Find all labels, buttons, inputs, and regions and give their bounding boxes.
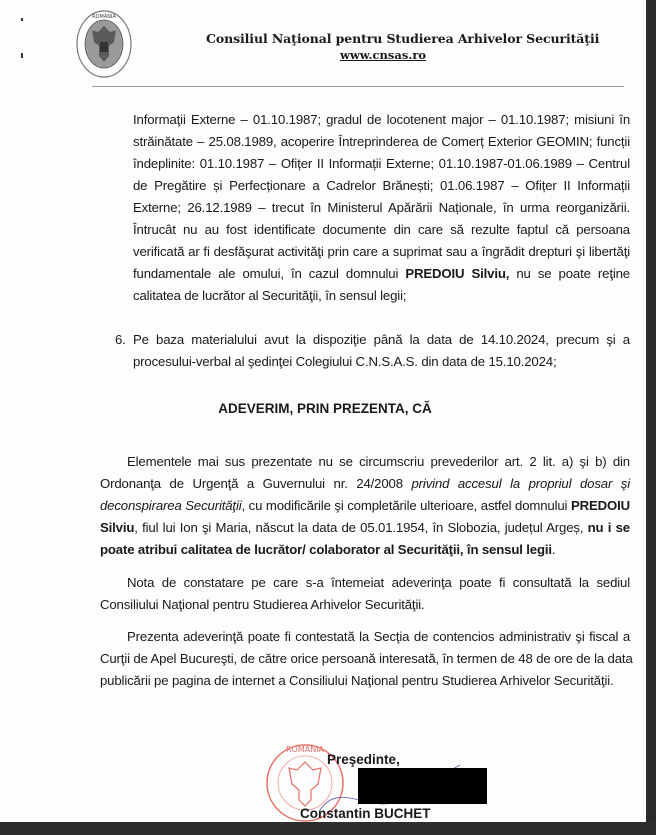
text-segment: Ordonanţa de Urgenţă a Guvernului nr. 24/2008 <box>100 476 412 491</box>
text-segment: . <box>551 542 556 557</box>
text-segment: deconspirarea Securităţii <box>100 498 242 513</box>
text-line <box>127 454 630 469</box>
header-divider <box>92 86 624 87</box>
text-line <box>133 112 630 127</box>
text-line <box>133 134 630 149</box>
text-line <box>133 222 630 237</box>
scan-speck <box>21 53 23 58</box>
text-line <box>127 629 630 644</box>
text-line <box>133 178 630 193</box>
text-segment: Elementele mai sus prezentate nu se circumscriu prevederilor art. 2 lit. a) şi b) din <box>127 454 630 469</box>
text-segment: străinătate – 25.08.1989, acoperire Întreprinderea de Comerț Exterior GEOMIN; funcții <box>133 134 630 149</box>
text-segment: Silviu <box>100 520 135 535</box>
text-segment: nu i se <box>587 520 630 535</box>
text-segment: Prezenta adeverinţă poate fi contestată la Secţia de contencios administrativ şi fiscal a <box>127 629 630 644</box>
text-line <box>100 597 630 612</box>
text-segment: publicării pe pagina de internet a Consiliului Naţional pentru Studierea Arhivelor Securităţii. <box>100 673 614 688</box>
text-segment: 6. Pe baza materialului avut la dispoziţie până la data de 14.10.2024, precum şi a <box>115 332 630 347</box>
text-segment: procesului-verbal al şedinţei Colegiului C.N.S.A.S. din data de 15.10.2024; <box>133 354 557 369</box>
text-line <box>100 673 630 688</box>
text-line <box>133 200 630 215</box>
signatory-title: Preşedinte, <box>327 752 400 767</box>
text-segment: poate atribui calitatea de lucrător/ colaborator al Securităţii, în sensul legii <box>100 542 552 557</box>
institution-website-link[interactable]: www.cnsas.ro <box>340 48 427 62</box>
text-line <box>100 651 633 666</box>
cnsas-logo-seal <box>76 10 132 78</box>
text-segment: de Pregătire și Perfecționare a Cadrelor Brănești; 01.06.1987 – Ofițer II Informații <box>133 178 630 193</box>
text-segment: Consiliului Naţional pentru Studierea Arhivelor Securităţii. <box>100 597 425 612</box>
text-line <box>133 156 630 171</box>
text-segment: , fiul lui Ion şi Maria, născut la data de 05.01.1954, în Slobozia, județul Argeș, <box>134 520 588 535</box>
text-segment: Externe; 26.12.1989 – trecut în Ministerul Apărării Naționale, în urma reorganizării. <box>133 200 630 215</box>
text-segment: nu se poate reţine <box>509 266 630 281</box>
text-line <box>100 520 630 535</box>
text-line <box>100 542 630 557</box>
svg-text:ROMÂNIA: ROMÂNIA <box>285 745 325 754</box>
text-line <box>133 354 630 369</box>
text-line <box>133 244 630 259</box>
redacted-signature <box>358 768 487 804</box>
text-line <box>127 575 630 590</box>
text-segment: Curţii de Apel Bucureşti, de către orice persoană interesată, în termen de 48 de ore de la data <box>100 651 633 666</box>
certification-heading: ADEVERIM, PRIN PREZENTA, CĂ <box>218 401 432 416</box>
signatory-name: Constantin BUCHET <box>300 806 431 821</box>
text-segment: îndeplinite: 01.10.1987 – Ofițer II Informații Externe; 01.10.1987-01.06.1989 – Centrul <box>133 156 630 171</box>
text-segment: fundamentale ale omului, în cazul domnului <box>133 266 406 281</box>
text-segment: Informaţii Externe – 01.10.1987; gradul de locotenent major – 01.10.1987; misiuni în <box>133 112 630 127</box>
text-segment: Nota de constatare pe care s-a întemeiat adeverinţa poate fi consultată la sediul <box>127 575 630 590</box>
text-line <box>115 332 630 347</box>
text-line <box>133 288 630 303</box>
text-line <box>100 476 630 491</box>
text-segment: PREDOIU Silviu, <box>405 266 510 281</box>
text-line <box>133 266 630 281</box>
text-segment: Întrucât nu au fost identificate documente din care să rezulte faptul că persoana <box>133 222 630 237</box>
text-segment: privind accesul la propriul dosar şi <box>411 476 630 491</box>
text-line <box>100 498 630 513</box>
text-segment: , cu modificările şi completările ulterioare, astfel domnului <box>241 498 571 513</box>
scan-speck <box>21 18 23 21</box>
text-segment: PREDOIU <box>570 498 630 513</box>
institution-title: Consiliul Naţional pentru Studierea Arhivelor Securităţii <box>206 31 600 46</box>
scan-edge-right <box>646 0 656 835</box>
text-segment: calitatea de lucrător al Securităţii, în sensul legii; <box>133 288 407 303</box>
text-segment: verificată ar fi desfăşurat activităţi prin care a suprimat sau a îngrădit drepturi şi libertăţi <box>133 244 630 259</box>
svg-text:ROMÂNIA: ROMÂNIA <box>92 14 116 20</box>
